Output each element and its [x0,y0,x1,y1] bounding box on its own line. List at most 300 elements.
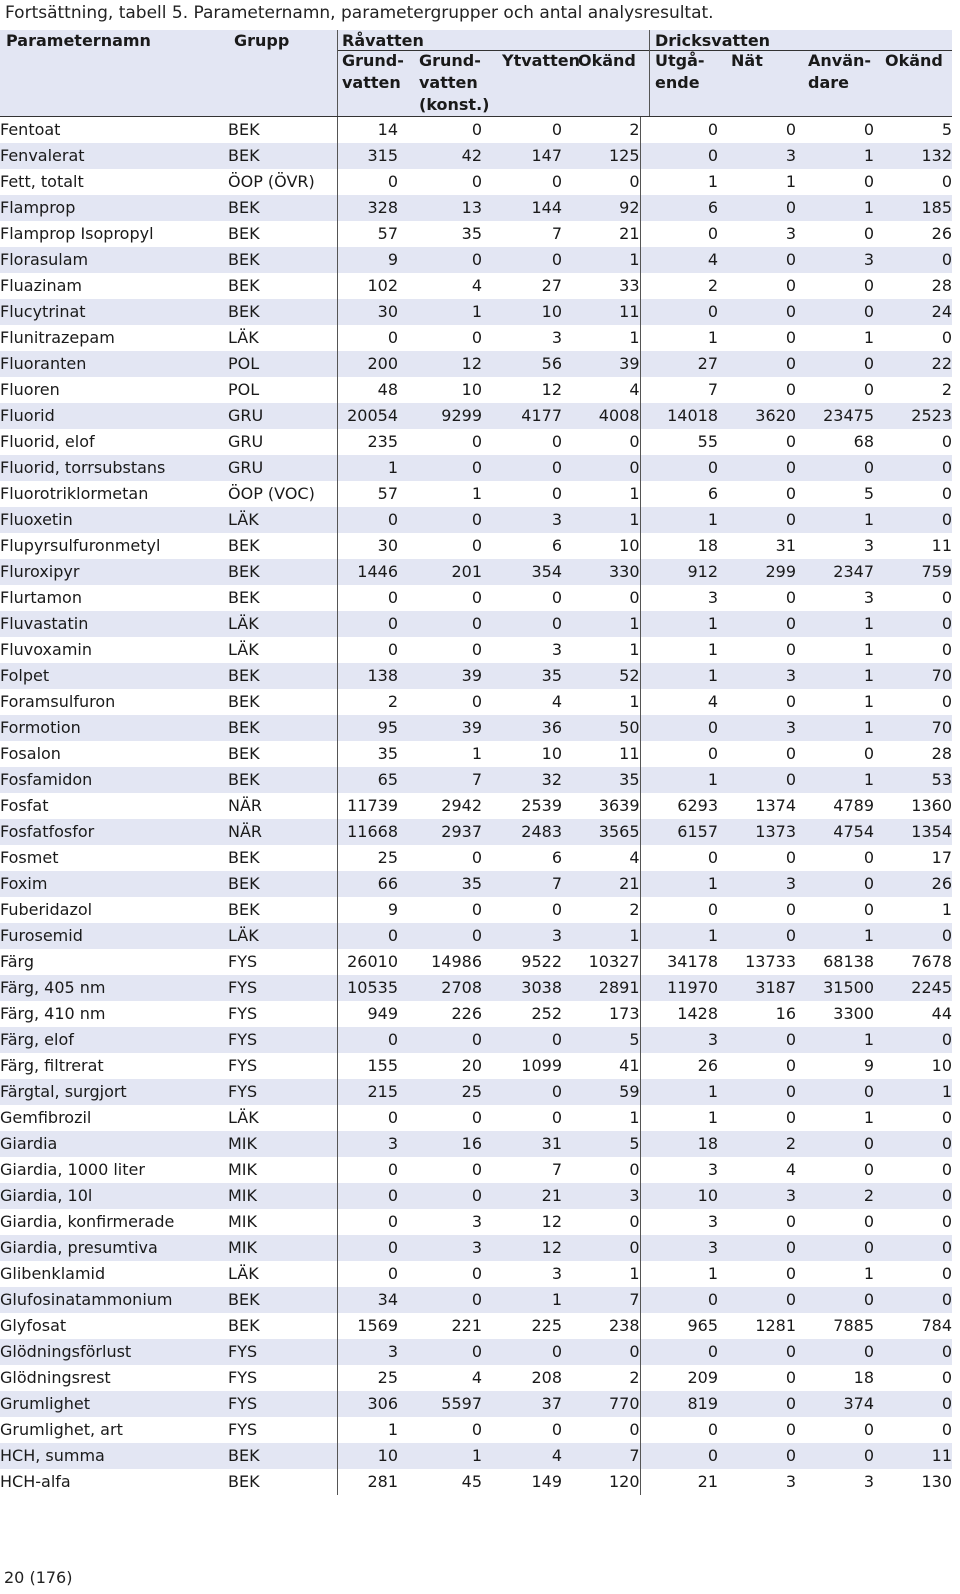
group-cell: MIK [228,1183,337,1209]
group-cell: FYS [228,1368,258,1387]
group-cell: FYS [228,1056,258,1075]
count-cell: 2 [629,1368,640,1387]
count-cell: 1 [471,744,482,763]
group-cell: ÖOP (ÖVR) [228,172,315,191]
count-cell: 30 [337,533,398,559]
count-cell: 1 [398,299,482,325]
count-cell: 0 [796,1079,874,1105]
count-cell: 0 [863,380,874,399]
count-cell: 0 [796,1443,874,1469]
count-cell: 34 [337,1287,398,1313]
data-table [0,117,953,1495]
table-row [0,299,952,325]
table-row [0,767,952,793]
count-cell: 1 [796,923,874,949]
count-cell: 144 [482,195,562,221]
count-cell: 35 [398,871,482,897]
count-cell: 0 [874,1131,952,1157]
count-cell: 0 [398,1027,482,1053]
parameter-name-cell: Folpet [0,663,228,689]
count-cell: 0 [874,1027,952,1053]
parameter-name-cell: Florasulam [0,247,228,273]
count-cell: 185 [874,195,952,221]
count-cell: 147 [482,143,562,169]
group-cell: NÄR [228,796,263,815]
count-cell: 11739 [337,793,398,819]
parameter-name-cell: Färg, filtrerat [0,1056,104,1075]
parameter-name-cell: Glibenklamid [0,1264,106,1283]
count-cell: 281 [337,1469,398,1495]
count-cell: 26 [931,224,952,243]
count-cell: 0 [718,1235,796,1261]
count-cell: 965 [640,1313,718,1339]
count-cell: 1 [796,715,874,741]
count-cell: 3 [482,507,562,533]
count-cell: 0 [640,1443,718,1469]
count-cell: 0 [629,588,640,607]
count-cell: 0 [718,1443,796,1469]
count-cell: 0 [941,172,952,191]
count-cell: 0 [337,923,398,949]
count-cell: 2891 [562,975,640,1001]
count-cell: 0 [482,247,562,273]
count-cell: 0 [337,169,398,195]
count-cell: 0 [718,611,796,637]
count-cell: 125 [562,143,640,169]
parameter-name-cell: HCH-alfa [0,1472,71,1491]
count-cell: 2 [629,120,640,139]
count-cell: 0 [337,1105,398,1131]
group-cell: LÄK [228,923,337,949]
parameter-name-cell: Grumlighet [0,1391,228,1417]
count-cell: 0 [398,455,482,481]
count-cell: 2 [941,380,952,399]
table-row [0,403,952,429]
count-cell: 0 [785,1368,796,1387]
count-cell: 0 [874,1391,952,1417]
count-cell: 3 [640,585,718,611]
count-cell: 1 [629,1108,640,1127]
count-cell: 306 [337,1391,398,1417]
count-cell: 0 [785,692,796,711]
count-cell: 0 [640,897,718,923]
group-cell: BEK [228,247,337,273]
count-cell: 10327 [588,952,640,971]
count-cell: 0 [874,507,952,533]
count-cell: 0 [640,1339,718,1365]
parameter-name-cell: Giardia, 1000 liter [0,1160,145,1179]
table-row [0,351,952,377]
count-cell: 0 [785,432,796,451]
parameter-name-cell: Fluoranten [0,351,228,377]
count-cell: 0 [941,1212,952,1231]
table-row [0,1287,952,1313]
count-cell: 27 [640,351,718,377]
count-cell: 0 [785,1108,796,1127]
count-cell: 0 [640,455,718,481]
count-cell: 1 [640,871,718,897]
count-cell: 0 [718,1391,796,1417]
count-cell: 0 [863,276,874,295]
count-cell: 21 [619,224,640,243]
count-cell: 5 [941,120,952,139]
group-cell: BEK [228,224,260,243]
count-cell: 0 [629,172,640,191]
count-cell: 132 [874,143,952,169]
count-cell: 0 [941,484,952,503]
parameter-name-cell: Glödningsrest [0,1368,111,1387]
parameter-name-cell: Glyfosat [0,1316,67,1335]
count-cell: 11668 [337,819,398,845]
parameter-name-cell: Flupyrsulfuronmetyl [0,536,161,555]
count-cell: 1 [337,455,398,481]
count-cell: 13733 [745,952,796,971]
group-cell: FYS [228,1004,258,1023]
count-cell: 7885 [833,1316,874,1335]
count-cell: 200 [337,351,398,377]
count-cell: 0 [785,588,796,607]
count-cell: 0 [640,221,718,247]
count-cell: 0 [551,484,562,503]
count-cell: 1 [640,1079,718,1105]
table-row [0,221,952,247]
count-cell: 6157 [640,819,718,845]
count-cell: 784 [921,1316,952,1335]
count-cell: 149 [531,1472,562,1491]
count-cell: 7 [482,871,562,897]
table-row [0,975,952,1001]
parameter-name-cell: Fluazinam [0,276,82,295]
count-cell: 1374 [755,796,796,815]
count-cell: 0 [471,640,482,659]
count-cell: 66 [337,871,398,897]
group-cell: BEK [228,663,337,689]
parameter-name-cell: Fluoren [0,380,60,399]
count-cell: 26010 [337,949,398,975]
count-cell: 0 [398,923,482,949]
parameter-name-cell: Färg, 410 nm [0,1004,106,1023]
count-cell: 0 [863,224,874,243]
table-row [0,533,952,559]
table-row [0,1469,952,1495]
count-cell: 235 [337,429,398,455]
count-cell: 0 [337,1157,398,1183]
count-cell: 912 [640,559,718,585]
count-cell: 10 [931,1056,952,1075]
count-cell: 3 [718,1183,796,1209]
table-row [0,1365,952,1391]
count-cell: 0 [471,328,482,347]
count-cell: 3 [718,871,796,897]
count-cell: 1 [640,767,718,793]
count-cell: 21 [562,871,640,897]
count-cell: 6 [640,195,718,221]
count-cell: 0 [551,1108,562,1127]
header-grupp: Grupp [234,31,290,50]
header-grundvatten-konst: Grund- vatten (konst.) [419,51,490,114]
count-cell: 26 [640,1053,718,1079]
count-cell: 5597 [398,1391,482,1417]
count-cell: 0 [471,432,482,451]
group-cell: BEK [228,1287,337,1313]
count-cell: 1 [562,247,640,273]
count-cell: 1 [640,325,718,351]
count-cell: 33 [619,276,640,295]
count-cell: 2 [718,1131,796,1157]
count-cell: 0 [796,1131,874,1157]
parameter-name-cell: Fosalon [0,744,61,763]
group-cell: MIK [228,1235,337,1261]
group-cell: MIK [228,1131,337,1157]
count-cell: 0 [785,1264,796,1283]
parameter-name-cell: Grumlighet, art [0,1420,123,1439]
count-cell: 9 [863,1056,874,1075]
count-cell: 7 [551,1160,562,1179]
parameter-name-cell: Flucytrinat [0,299,228,325]
count-cell: 0 [874,1339,952,1365]
count-cell: 31500 [796,975,874,1001]
group-cell: FYS [228,952,258,971]
table-row [0,507,952,533]
count-cell: 2539 [521,796,562,815]
count-cell: 0 [718,1079,796,1105]
count-cell: 10 [541,744,562,763]
count-cell: 102 [337,273,398,299]
count-cell: 36 [482,715,562,741]
count-cell: 0 [471,1160,482,1179]
count-cell: 0 [640,117,718,143]
count-cell: 3 [863,536,874,555]
count-cell: 0 [471,1420,482,1439]
count-cell: 11 [874,1443,952,1469]
count-cell: 0 [863,120,874,139]
count-cell: 6 [551,536,562,555]
parameter-name-cell: Giardia, konfirmerade [0,1212,175,1231]
count-cell: 45 [461,1472,482,1491]
group-cell: NÄR [228,819,337,845]
count-cell: 7 [640,377,718,403]
count-cell: 0 [629,1420,640,1439]
count-cell: 0 [785,640,796,659]
count-cell: 0 [551,120,562,139]
table-row [0,1131,952,1157]
count-cell: 5 [863,484,874,503]
count-cell: 1 [640,169,718,195]
count-cell: 11 [562,299,640,325]
count-cell: 6293 [640,793,718,819]
count-cell: 208 [531,1368,562,1387]
count-cell: 1 [562,923,640,949]
count-cell: 59 [562,1079,640,1105]
count-cell: 0 [785,276,796,295]
count-cell: 0 [718,1287,796,1313]
count-cell: 0 [337,611,398,637]
count-cell: 3 [718,663,796,689]
count-cell: 0 [796,1339,874,1365]
count-cell: 0 [398,1339,482,1365]
count-cell: 2483 [482,819,562,845]
count-cell: 0 [718,1027,796,1053]
count-cell: 1 [482,1287,562,1313]
count-cell: 14 [337,117,398,143]
count-cell: 56 [482,351,562,377]
count-cell: 0 [337,1183,398,1209]
count-cell: 9 [337,247,398,273]
table-row [0,1001,952,1027]
count-cell: 0 [718,247,796,273]
count-cell: 1360 [911,796,952,815]
count-cell: 44 [931,1004,952,1023]
count-cell: 25 [337,845,398,871]
count-cell: 3620 [718,403,796,429]
count-cell: 26 [874,871,952,897]
count-cell: 68 [853,432,874,451]
count-cell: 0 [471,692,482,711]
table-row [0,143,952,169]
count-cell: 1 [337,1417,398,1443]
count-cell: 299 [718,559,796,585]
count-cell: 0 [863,172,874,191]
table-row [0,117,952,143]
group-cell: BEK [228,120,260,139]
count-cell: 2 [629,900,640,919]
count-cell: 18 [640,533,718,559]
count-cell: 0 [718,1339,796,1365]
header-anvandare: Använ- dare [808,51,872,92]
table-row [0,429,952,455]
count-cell: 0 [863,900,874,919]
count-cell: 0 [941,328,952,347]
table-row [0,689,952,715]
group-cell: LÄK [228,640,259,659]
count-cell: 16 [398,1131,482,1157]
parameter-name-cell: Färgtal, surgjort [0,1079,228,1105]
table-row [0,273,952,299]
count-cell: 3 [796,247,874,273]
table-row [0,377,952,403]
count-cell: 0 [874,923,952,949]
count-cell: 1 [640,1261,718,1287]
count-cell: 4177 [482,403,562,429]
parameter-name-cell: Fluorid, torrsubstans [0,455,228,481]
table-row [0,1209,952,1235]
group-cell: LÄK [228,507,337,533]
count-cell: 1 [863,692,874,711]
count-cell: 0 [785,380,796,399]
count-cell: 0 [874,611,952,637]
count-cell: 1 [874,1079,952,1105]
count-cell: 201 [398,559,482,585]
count-cell: 55 [640,429,718,455]
count-cell: 0 [874,1287,952,1313]
group-cell: FYS [228,975,337,1001]
count-cell: 0 [941,1420,952,1439]
table-row [0,1079,952,1105]
group-cell: BEK [228,559,337,585]
count-cell: 1446 [337,559,398,585]
count-cell: 252 [531,1004,562,1023]
parameter-name-cell: Fluorid, elof [0,432,95,451]
count-cell: 17 [931,848,952,867]
count-cell: 4 [640,247,718,273]
count-cell: 0 [562,1339,640,1365]
count-cell: 3 [640,1209,718,1235]
count-cell: 2708 [398,975,482,1001]
table-row [0,1417,952,1443]
count-cell: 3 [863,588,874,607]
count-cell: 4754 [796,819,874,845]
count-cell: 39 [398,715,482,741]
parameter-name-cell: Giardia, 10l [0,1183,228,1209]
parameter-name-cell: Färg [0,952,34,971]
count-cell: 1 [562,507,640,533]
count-cell: 25 [337,1365,398,1391]
count-cell: 50 [562,715,640,741]
count-cell: 4789 [833,796,874,815]
count-cell: 4008 [562,403,640,429]
count-cell: 92 [562,195,640,221]
count-cell: 3 [551,640,562,659]
group-cell: FYS [228,1079,337,1105]
count-cell: 0 [718,767,796,793]
count-cell: 1 [640,663,718,689]
count-cell: 0 [874,1183,952,1209]
header-dricksvatten: Dricksvatten [655,31,771,50]
count-cell: 0 [941,1264,952,1283]
count-cell: 3 [718,143,796,169]
table-row [0,1261,952,1287]
table-row [0,923,952,949]
count-cell: 28 [931,744,952,763]
parameter-name-cell: Flamprop [0,195,228,221]
count-cell: 0 [941,640,952,659]
header-ytvatten: Ytvatten [502,51,580,70]
count-cell: 2523 [874,403,952,429]
count-cell: 0 [551,172,562,191]
group-cell: BEK [228,299,337,325]
count-cell: 173 [608,1004,640,1023]
count-cell: 0 [640,143,718,169]
count-cell: 10 [461,380,482,399]
group-cell: BEK [228,536,260,555]
group-cell: BEK [228,767,337,793]
group-cell: BEK [228,1472,260,1491]
count-cell: 37 [482,1391,562,1417]
count-cell: 770 [562,1391,640,1417]
count-cell: 0 [337,1027,398,1053]
count-cell: 7678 [911,952,952,971]
count-cell: 0 [785,848,796,867]
parameter-name-cell: Fluroxipyr [0,559,228,585]
table-row [0,663,952,689]
count-cell: 2 [640,273,718,299]
count-cell: 1 [471,484,482,503]
count-cell: 0 [785,120,796,139]
parameter-name-cell: HCH, summa [0,1443,228,1469]
group-cell: LÄK [228,328,259,347]
count-cell: 0 [796,351,874,377]
count-cell: 2942 [441,796,482,815]
parameter-name-cell: Fluvoxamin [0,640,92,659]
count-cell: 21 [482,1183,562,1209]
table-row [0,325,952,351]
count-cell: 328 [337,195,398,221]
count-cell: 120 [608,1472,640,1491]
table-row [0,819,952,845]
table-row [0,897,952,923]
count-cell: 0 [471,1264,482,1283]
group-cell: GRU [228,403,337,429]
